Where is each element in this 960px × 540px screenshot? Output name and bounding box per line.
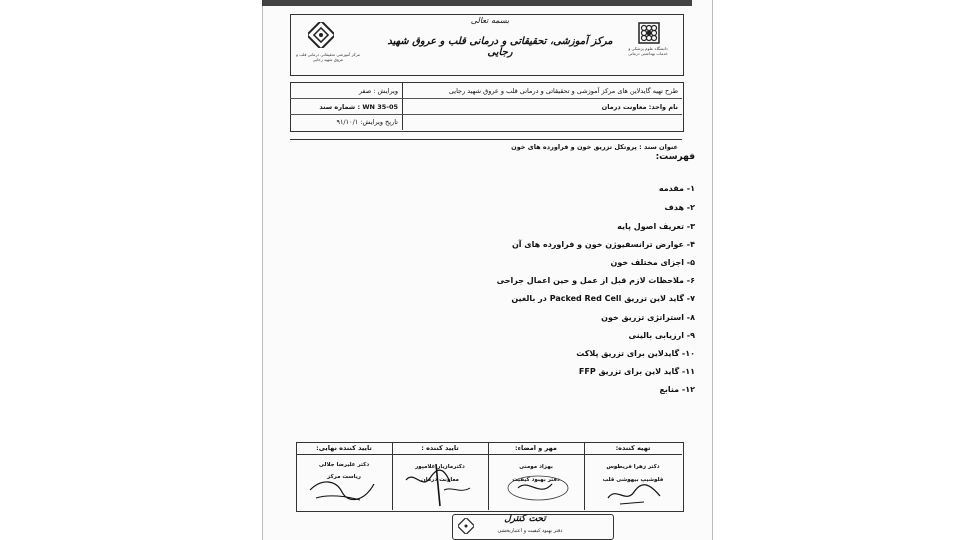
toc-item: ۹- ارزیابی بالینی [628, 331, 695, 340]
institute-logo-caption: مرکز آموزشی تحقیقاتی درمانی قلب و عروق شهید رجایی [296, 52, 360, 62]
plan-title: طرح تهیه گایدلاین های مرکز آموزشی و تحقیقاتی و درمانی قلب و عروق شهید رجایی [448, 87, 678, 95]
toc-item: ۶- ملاحظات لازم قبل از عمل و حین اعمال جراحی [496, 276, 695, 285]
document-subject: عنوان سند : پروتکل تزریق خون و فراورده های خون [511, 143, 678, 151]
preparer-title: تهیه کننده: [615, 444, 651, 452]
stamp-title: تحت کنترل [504, 514, 546, 524]
university-logo-icon [638, 22, 660, 44]
toc-item: ۵- اجزای مختلف خون [610, 258, 695, 267]
signature-column-divider [584, 442, 585, 510]
toc-item: ۸- استراتژی تزریق خون [601, 313, 695, 322]
signature-column-divider [488, 442, 489, 510]
info-table-divider [402, 82, 403, 130]
toc-item: ۳- تعریف اصول پایه [617, 222, 695, 231]
signature-header-line [296, 454, 682, 455]
info-table-row-line [290, 98, 682, 99]
toc-title: فهرست: [655, 152, 695, 162]
approver-role: معاونت درمان [421, 477, 459, 483]
stamp-subtitle: دفتر بهبود کیفیت و اعتباربخشی [497, 528, 563, 534]
edition-label: ویرایش : صفر [358, 87, 398, 95]
edit-date: تاریخ ویرایش: ۹۱/۱۰/۱ [336, 118, 398, 126]
signature-column-divider [392, 442, 393, 510]
toc-item: ۱- مقدمه [658, 184, 695, 193]
toc-item: ۷- گاید لاین تزریق Packed Red Cell در بالغین [511, 294, 695, 303]
preparer-signature-icon [600, 480, 670, 508]
unit-name: نام واحد: معاونت درمان [601, 103, 678, 111]
institute-logo-icon [308, 22, 334, 48]
subject-underline [290, 139, 682, 140]
toc-item: ۱۰- گایدلاین برای تزریق پلاکت [576, 349, 695, 358]
toc-item: ۱۲- منابع [659, 385, 695, 394]
page-edge-right [712, 0, 713, 540]
toc-item: ۱۱- گاید لاین برای تزریق FFP [578, 367, 695, 376]
document-number: WN 35-05 : شماره سند [319, 103, 398, 111]
final-approver-signature-icon [302, 476, 382, 506]
stamp-signer-signature-icon [500, 470, 576, 506]
center-name-heading: مرکز آموزشی، تحقیقاتی و درمانی قلب و عروق شهید رجایی [387, 36, 613, 58]
info-table-row-line [290, 114, 682, 115]
final-approver-role: ریاست مرکز [327, 474, 361, 480]
toc-item: ۲- هدف [664, 203, 695, 212]
stamp-signer-title: مهر و امضاء: [515, 444, 557, 452]
bismillah-heading: بسمه تعالی [470, 16, 510, 25]
university-logo-caption: دانشگاه علوم پزشکی و خدمات بهداشتی درمانی [628, 46, 668, 56]
final-approver-title: تایید کننده نهایی: [316, 444, 372, 452]
approver-title: تایید کننده : [421, 444, 459, 452]
scan-shadow [262, 0, 692, 6]
page-edge-left [262, 0, 263, 540]
preparer-role: فلوشیپ بیهوشی قلب [602, 477, 664, 483]
stamp-signer-name: بهزاد مومنی [519, 464, 553, 470]
approver-name: دکترمازیار غلامپور [415, 464, 465, 470]
final-approver-name: دکتر علیرضا جلالی [318, 462, 370, 468]
approver-signature-icon [400, 460, 480, 508]
preparer-name: دکتر زهرا فریطوس [606, 464, 660, 470]
stamp-signer-role: دفتر بهبود کیفیت [512, 477, 560, 483]
toc-item: ۴- عوارض ترانسفیوژن خون و فراورده های آن [511, 240, 695, 249]
